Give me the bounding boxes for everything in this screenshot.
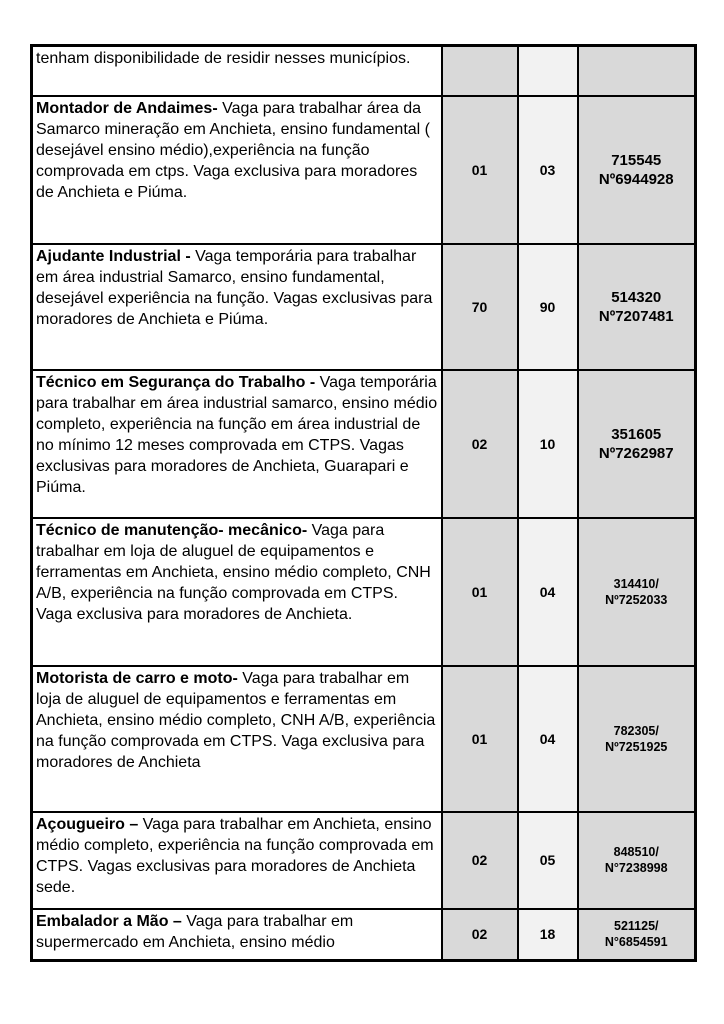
job-description-cell — [32, 46, 442, 96]
table-row — [32, 812, 696, 909]
job-description-cell — [32, 518, 442, 666]
code-line-2: Nº7207481 — [598, 307, 674, 325]
job-description-cell — [32, 370, 442, 518]
code-cell — [578, 812, 696, 909]
quantity-column-2-cell — [518, 46, 578, 96]
job-description-text: Vaga para trabalhar área da Samarco mineração em Anchieta, ensino fundamental ( desejável ensino médio),experiência na função comprovada em ctps. Vaga exclusiva para moradores de Anchieta e Piúma. — [36, 99, 430, 201]
job-description-cell — [32, 909, 442, 961]
job-description-cell — [32, 96, 442, 244]
quantity-2-value: 04 — [539, 583, 556, 600]
quantity-column-2-cell — [518, 96, 578, 244]
job-description-cell — [32, 812, 442, 909]
job-description-text: Vaga para trabalhar em loja de aluguel de equipamentos e ferramentas em Anchieta, ensino médio completo, CNH A/B, experiência na função comprovada em CTPS. Vaga exclusiva para moradores de Anchieta. — [36, 521, 431, 623]
code-line-2: Nº6944928 — [598, 170, 674, 188]
job-title: Técnico em Segurança do Trabalho - — [36, 373, 316, 391]
table-row — [32, 909, 696, 961]
quantity-1-value: 01 — [471, 730, 488, 747]
quantity-column-1-cell — [442, 812, 518, 909]
quantity-2-value: 03 — [539, 161, 556, 178]
quantity-1-value: 02 — [471, 926, 488, 943]
code-cell — [578, 46, 696, 96]
code-line-2: N°7238998 — [604, 861, 668, 875]
quantity-column-1-cell — [442, 909, 518, 961]
code-cell — [578, 909, 696, 961]
code-cell — [578, 370, 696, 518]
quantity-column-2-cell — [518, 812, 578, 909]
job-title: Técnico de manutenção- mecânico- — [36, 521, 308, 539]
code-line-1: 351605 — [611, 425, 662, 443]
quantity-column-2-cell — [518, 244, 578, 370]
job-description-text: Vaga para trabalhar em loja de aluguel de equipamentos e ferramentas em Anchieta, ensino médio completo, CNH A/B, experiência na função comprovada em CTPS. Vaga exclusiva para moradores de Anchieta — [36, 669, 436, 771]
quantity-2-value: 05 — [539, 852, 556, 868]
code-line-2: N°6854591 — [604, 935, 668, 950]
quantity-column-1-cell — [442, 96, 518, 244]
quantity-column-1-cell — [442, 244, 518, 370]
quantity-column-1-cell — [442, 666, 518, 812]
job-title: Ajudante Industrial - — [36, 247, 191, 265]
quantity-2-value: 90 — [539, 298, 556, 315]
quantity-column-1-cell — [442, 46, 518, 96]
job-description-text: tenham disponibilidade de residir nesses municípios. — [36, 50, 411, 67]
quantity-1-value: 02 — [471, 435, 488, 452]
quantity-1-value: 01 — [471, 583, 488, 600]
quantity-column-1-cell — [442, 518, 518, 666]
table-row — [32, 96, 696, 244]
code-cell — [578, 666, 696, 812]
job-title: Embalador a Mão – — [36, 912, 182, 930]
code-line-1: 782305/ — [613, 723, 659, 738]
quantity-column-2-cell — [518, 666, 578, 812]
code-cell — [578, 518, 696, 666]
table-row — [32, 518, 696, 666]
job-vacancies-table — [30, 44, 697, 962]
quantity-column-2-cell — [518, 909, 578, 961]
job-description-text: Vaga temporária para trabalhar em área industrial Samarco, ensino fundamental, desejável experiência na função. Vagas exclusivas para moradores de Anchieta e Piúma. — [36, 247, 433, 328]
table-row — [32, 244, 696, 370]
quantity-2-value: 10 — [539, 435, 556, 452]
job-description-text: Vaga temporária para trabalhar em área industrial samarco, ensino médio completo, experiência na função em área industrial de no mínimo 12 meses comprovada em CTPS. Vagas exclusivas para moradores de Anchieta, Guarapari e Piúma. — [36, 373, 438, 496]
code-line-2: Nº7262987 — [598, 444, 674, 462]
quantity-2-value: 18 — [539, 926, 556, 943]
job-title: Motorista de carro e moto- — [36, 669, 238, 687]
code-line-1: 514320 — [611, 288, 662, 306]
table-row — [32, 370, 696, 518]
job-description-text: Vaga para trabalhar em supermercado em Anchieta, ensino médio — [36, 912, 354, 951]
code-line-2: Nº7252033 — [605, 592, 668, 607]
job-description-cell — [32, 244, 442, 370]
quantity-column-2-cell — [518, 370, 578, 518]
job-description-text: Vaga para trabalhar em Anchieta, ensino médio completo, experiência na função comprovada em CTPS. Vagas exclusivas para moradores de Anchieta sede. — [36, 815, 434, 896]
job-title: Açougueiro – — [36, 815, 139, 833]
code-line-1: 314410/ — [613, 576, 659, 591]
quantity-2-value: 04 — [539, 730, 556, 747]
code-line-1: 715545 — [611, 151, 662, 169]
code-cell — [578, 96, 696, 244]
job-description-cell — [32, 666, 442, 812]
table-row — [32, 666, 696, 812]
job-title: Montador de Andaimes- — [36, 99, 218, 117]
quantity-1-value: 02 — [471, 852, 488, 868]
quantity-column-2-cell — [518, 518, 578, 666]
quantity-column-1-cell — [442, 370, 518, 518]
code-line-2: Nº7251925 — [605, 739, 668, 754]
quantity-1-value: 70 — [471, 298, 488, 315]
code-line-1: 521125/ — [614, 919, 659, 934]
table-row — [32, 46, 696, 96]
code-line-1: 848510/ — [613, 845, 659, 859]
code-cell — [578, 244, 696, 370]
quantity-1-value: 01 — [471, 161, 488, 178]
